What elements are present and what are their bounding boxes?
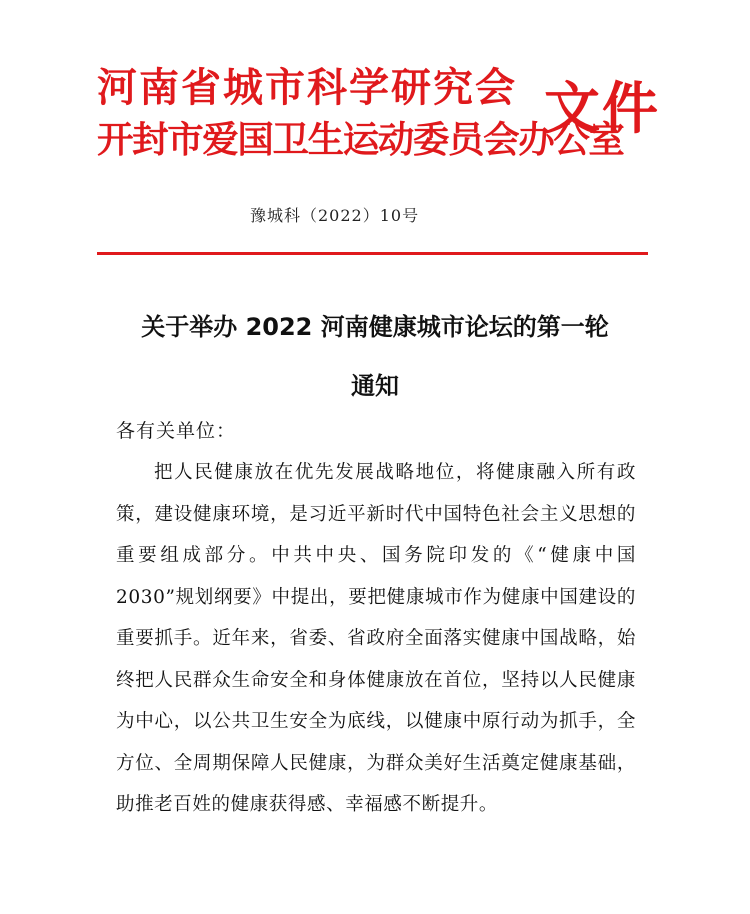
body-paragraph: 把人民健康放在优先发展战略地位，将健康融入所有政策，建设健康环境，是习近平新时代中国特色社会主义思想的重要组成部分。中共中央、国务院印发的《“健康中国 2030”规划纲要》中提出，要把健康城市作为健康中国建设的重要抓手。近年来，省委、省政府全面落实健康中国战略，始终把人民群众生命安全和身体健康放在首位，坚持以人民健康为中心，以公共卫生安全为底线，以健康中原行动为抓手，全方位、全周期保障人民健康，为群众美好生活奠定健康基础，助推老百姓的健康获得感、幸福感不断提升。 — [116, 462, 636, 815]
salutation: 各有关单位： — [116, 420, 237, 442]
letterhead — [0, 0, 750, 200]
issuer-name-1: 河南省城市科学研究会 — [97, 65, 517, 111]
red-divider-line — [97, 252, 648, 255]
issuer-name-2: 开封市爱国卫生运动委员会办公室 — [97, 118, 624, 161]
notice-title-line-1: 关于举办 2022 河南健康城市论坛的第一轮 — [141, 313, 609, 341]
notice-title-line-2: 通知 — [351, 372, 399, 400]
document-number: 豫城科（2022）10号 — [250, 206, 420, 225]
document-type-label: 文件 — [544, 77, 660, 142]
